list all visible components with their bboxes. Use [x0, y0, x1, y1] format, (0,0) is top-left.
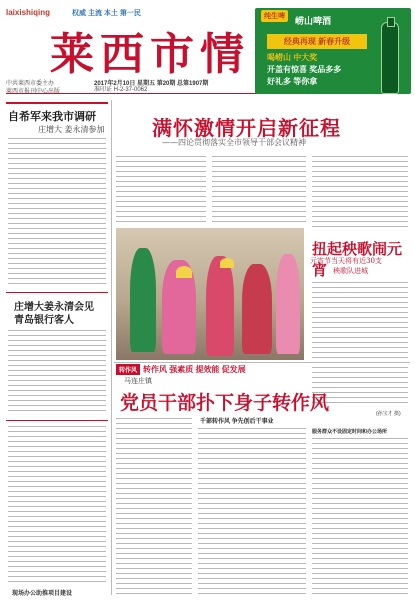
- left-subheadline-1: 庄增大 姜永清参加: [38, 125, 105, 134]
- left-article-3-body: [8, 424, 106, 582]
- right-headline[interactable]: 扭起秧歌闹元宵: [312, 240, 403, 279]
- ad-line4: 好礼多 等你拿: [267, 77, 318, 86]
- dancer-figure: [242, 264, 272, 354]
- right-subheadline-2: 秧歌队进城: [333, 267, 368, 275]
- slogan: 权威 主流 本土 第一民: [72, 10, 141, 17]
- dancer-figure: [130, 248, 156, 352]
- publisher-info: 中共莱西市委主办 莱西市报刊中心出版: [6, 81, 61, 95]
- side-caption[interactable]: 服务群众不设固定时间和办公场所: [312, 429, 388, 435]
- bottom-kicker-town: 马连庄镇: [124, 377, 152, 385]
- fan-icon: [220, 258, 234, 268]
- bottom-article-col2: [198, 426, 306, 594]
- bottom-kicker: 转作风 强素质 提效能 促发展: [143, 365, 246, 374]
- bottom-subhead: 千部转作风 争先创后干事业: [200, 419, 274, 425]
- bottom-rule: [114, 362, 410, 363]
- main-article-col2: [212, 154, 306, 224]
- ad-brand: 崂山啤酒: [295, 16, 332, 26]
- section-tag: 转作风: [116, 364, 140, 375]
- registration-info: 准印证 H-2-37-0062: [94, 87, 148, 93]
- brand-en: laixishiqing: [6, 8, 51, 17]
- dancer-figure: [206, 256, 234, 356]
- bottom-article-col3: [312, 436, 408, 594]
- bottom-headline[interactable]: 党员干部扑下身子转作风: [120, 392, 330, 414]
- right-subheadline-1: 元宵节当天将有近30支: [310, 257, 382, 265]
- left-headline-1[interactable]: 自希军来我市调研: [8, 110, 96, 123]
- column-divider: [111, 100, 112, 595]
- newspaper-title: 莱西市情: [50, 29, 250, 80]
- left-column-rule-3: [6, 420, 108, 421]
- dateline: 2017年2月10日 星期五 第20期 总第1907期: [94, 81, 209, 87]
- left-headline-2[interactable]: 庄增大姜永清会见: [14, 302, 94, 313]
- left-article-2-body: [8, 328, 106, 414]
- main-headline[interactable]: 满怀激情开启新征程: [152, 116, 341, 140]
- main-subheadline: ——四论贯彻落实全市领导干部会议精神: [162, 138, 306, 147]
- beer-advertisement[interactable]: [255, 8, 411, 94]
- ad-line3: 开盖有惊喜 奖品多多: [267, 65, 342, 74]
- left-subheadline-2: 青岛银行客人: [14, 315, 74, 326]
- ad-line1: 经典再现 新春升级: [267, 34, 367, 49]
- yangge-dance-photo[interactable]: [116, 228, 304, 360]
- beer-bottle-icon: [381, 22, 399, 94]
- ad-badge: 纯生啤: [261, 10, 288, 22]
- left-article-1-body: [8, 136, 106, 286]
- left-column-rule-2: [6, 292, 108, 293]
- photo-credit: (孙宝才 摄): [376, 411, 401, 417]
- left-column-rule: [6, 102, 108, 104]
- right-article-body: [312, 280, 408, 404]
- dancer-figure: [276, 254, 300, 354]
- main-article-col3: [312, 154, 408, 228]
- fan-icon: [176, 266, 192, 278]
- left-bottom-caption[interactable]: 现场办公助推项目建设: [12, 591, 73, 597]
- main-article-col1: [116, 154, 206, 224]
- bottom-article-col1: [116, 416, 192, 594]
- ad-line2: 喝崂山 中大奖: [267, 53, 318, 62]
